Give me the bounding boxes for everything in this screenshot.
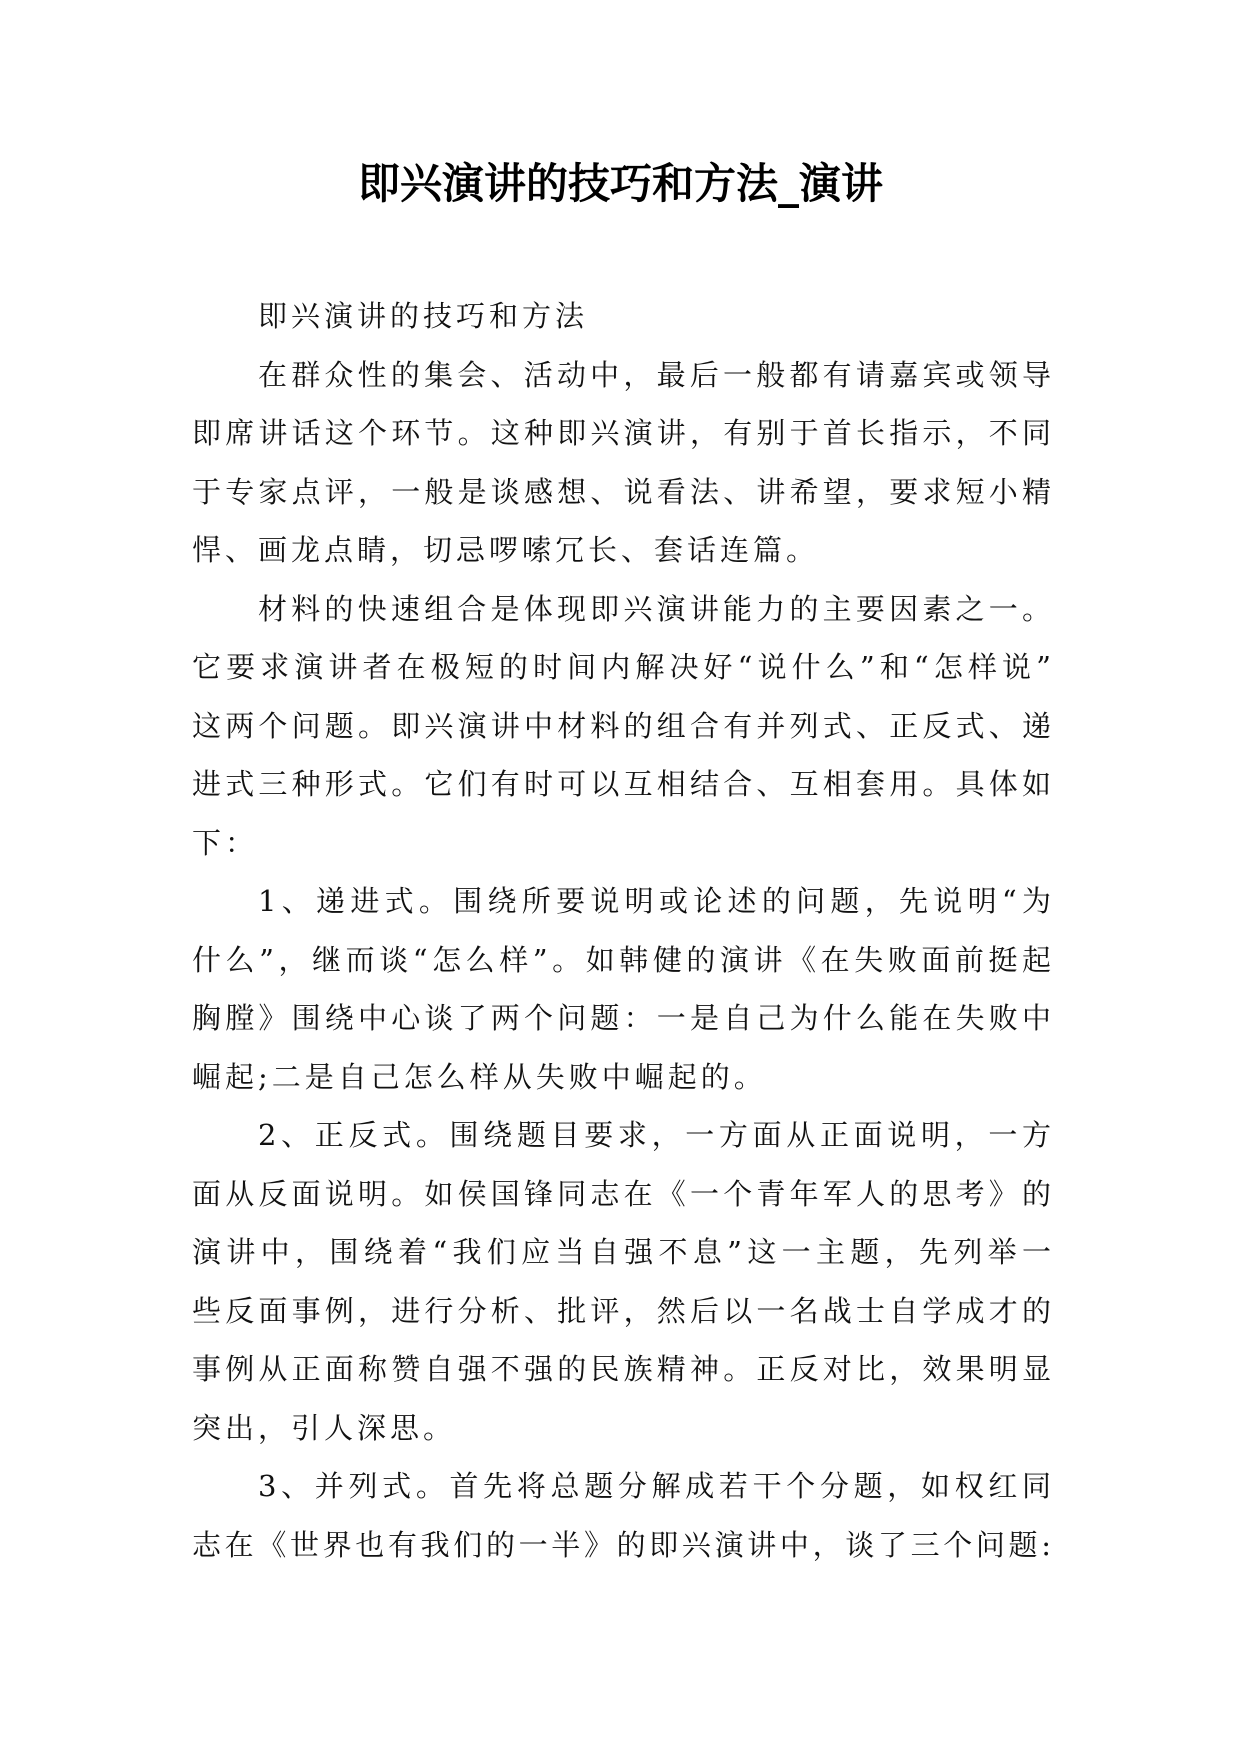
paragraph-line: 这两个问题。即兴演讲中材料的组合有并列式、正反式、递 <box>192 708 1051 743</box>
paragraph-line: 面从反面说明。如侯国锋同志在《一个青年军人的思考》的 <box>192 1176 1051 1211</box>
paragraph-materials <box>192 580 1051 873</box>
paragraph-line: 1、递进式。围绕所要说明或论述的问题，先说明“为 <box>258 884 1051 918</box>
paragraph-line: 材料的快速组合是体现即兴演讲能力的主要因素之一。 <box>258 591 1051 626</box>
paragraph-line: 在群众性的集会、活动中，最后一般都有请嘉宾或领导 <box>258 357 1051 392</box>
document-title: 即兴演讲的技巧和方法_演讲 <box>357 159 883 208</box>
paragraph-line: 些反面事例，进行分析、批评，然后以一名战士自学成才的 <box>192 1293 1051 1328</box>
paragraph-line: 下： <box>192 825 259 860</box>
paragraph-line: 2、正反式。围绕题目要求，一方面从正面说明，一方 <box>258 1118 1051 1152</box>
paragraph-progressive <box>192 872 1051 1106</box>
paragraph-parallel <box>192 1457 1051 1574</box>
paragraph-line: 于专家点评，一般是谈感想、说看法、讲希望，要求短小精 <box>192 474 1051 509</box>
paragraph-line: 事例从正面称赞自强不强的民族精神。正反对比，效果明显 <box>192 1352 1051 1386</box>
paragraph-line: 3、并列式。首先将总题分解成若干个分题，如权红同 <box>258 1469 1051 1503</box>
paragraph-line: 演讲中，围绕着“我们应当自强不息”这一主题，先列举一 <box>192 1235 1051 1269</box>
paragraph-intro <box>192 346 1051 580</box>
paragraph-line: 它要求演讲者在极短的时间内解决好“说什么”和“怎样说” <box>192 650 1051 684</box>
paragraph-line: 胸膛》围绕中心谈了两个问题：一是自己为什么能在失败中 <box>192 1001 1051 1035</box>
paragraph-line: 崛起;二是自己怎么样从失败中崛起的。 <box>192 1059 767 1094</box>
paragraph-line: 什么”，继而谈“怎么样”。如韩健的演讲《在失败面前挺起 <box>192 942 1051 977</box>
paragraph-subtitle <box>192 287 1051 346</box>
paragraph-contrast <box>192 1106 1051 1457</box>
paragraph-line: 悍、画龙点睛，切忌啰嗦冗长、套话连篇。 <box>192 533 820 567</box>
paragraph-line: 即兴演讲的技巧和方法 <box>258 299 589 333</box>
paragraph-line: 进式三种形式。它们有时可以互相结合、互相套用。具体如 <box>192 767 1051 801</box>
paragraph-line: 突出，引人深思。 <box>192 1410 457 1445</box>
paragraph-line: 志在《世界也有我们的一半》的即兴演讲中，谈了三个问题: <box>192 1527 1051 1562</box>
document-body <box>192 287 1051 1574</box>
paragraph-line: 即席讲话这个环节。这种即兴演讲，有别于首长指示，不同 <box>192 416 1051 450</box>
